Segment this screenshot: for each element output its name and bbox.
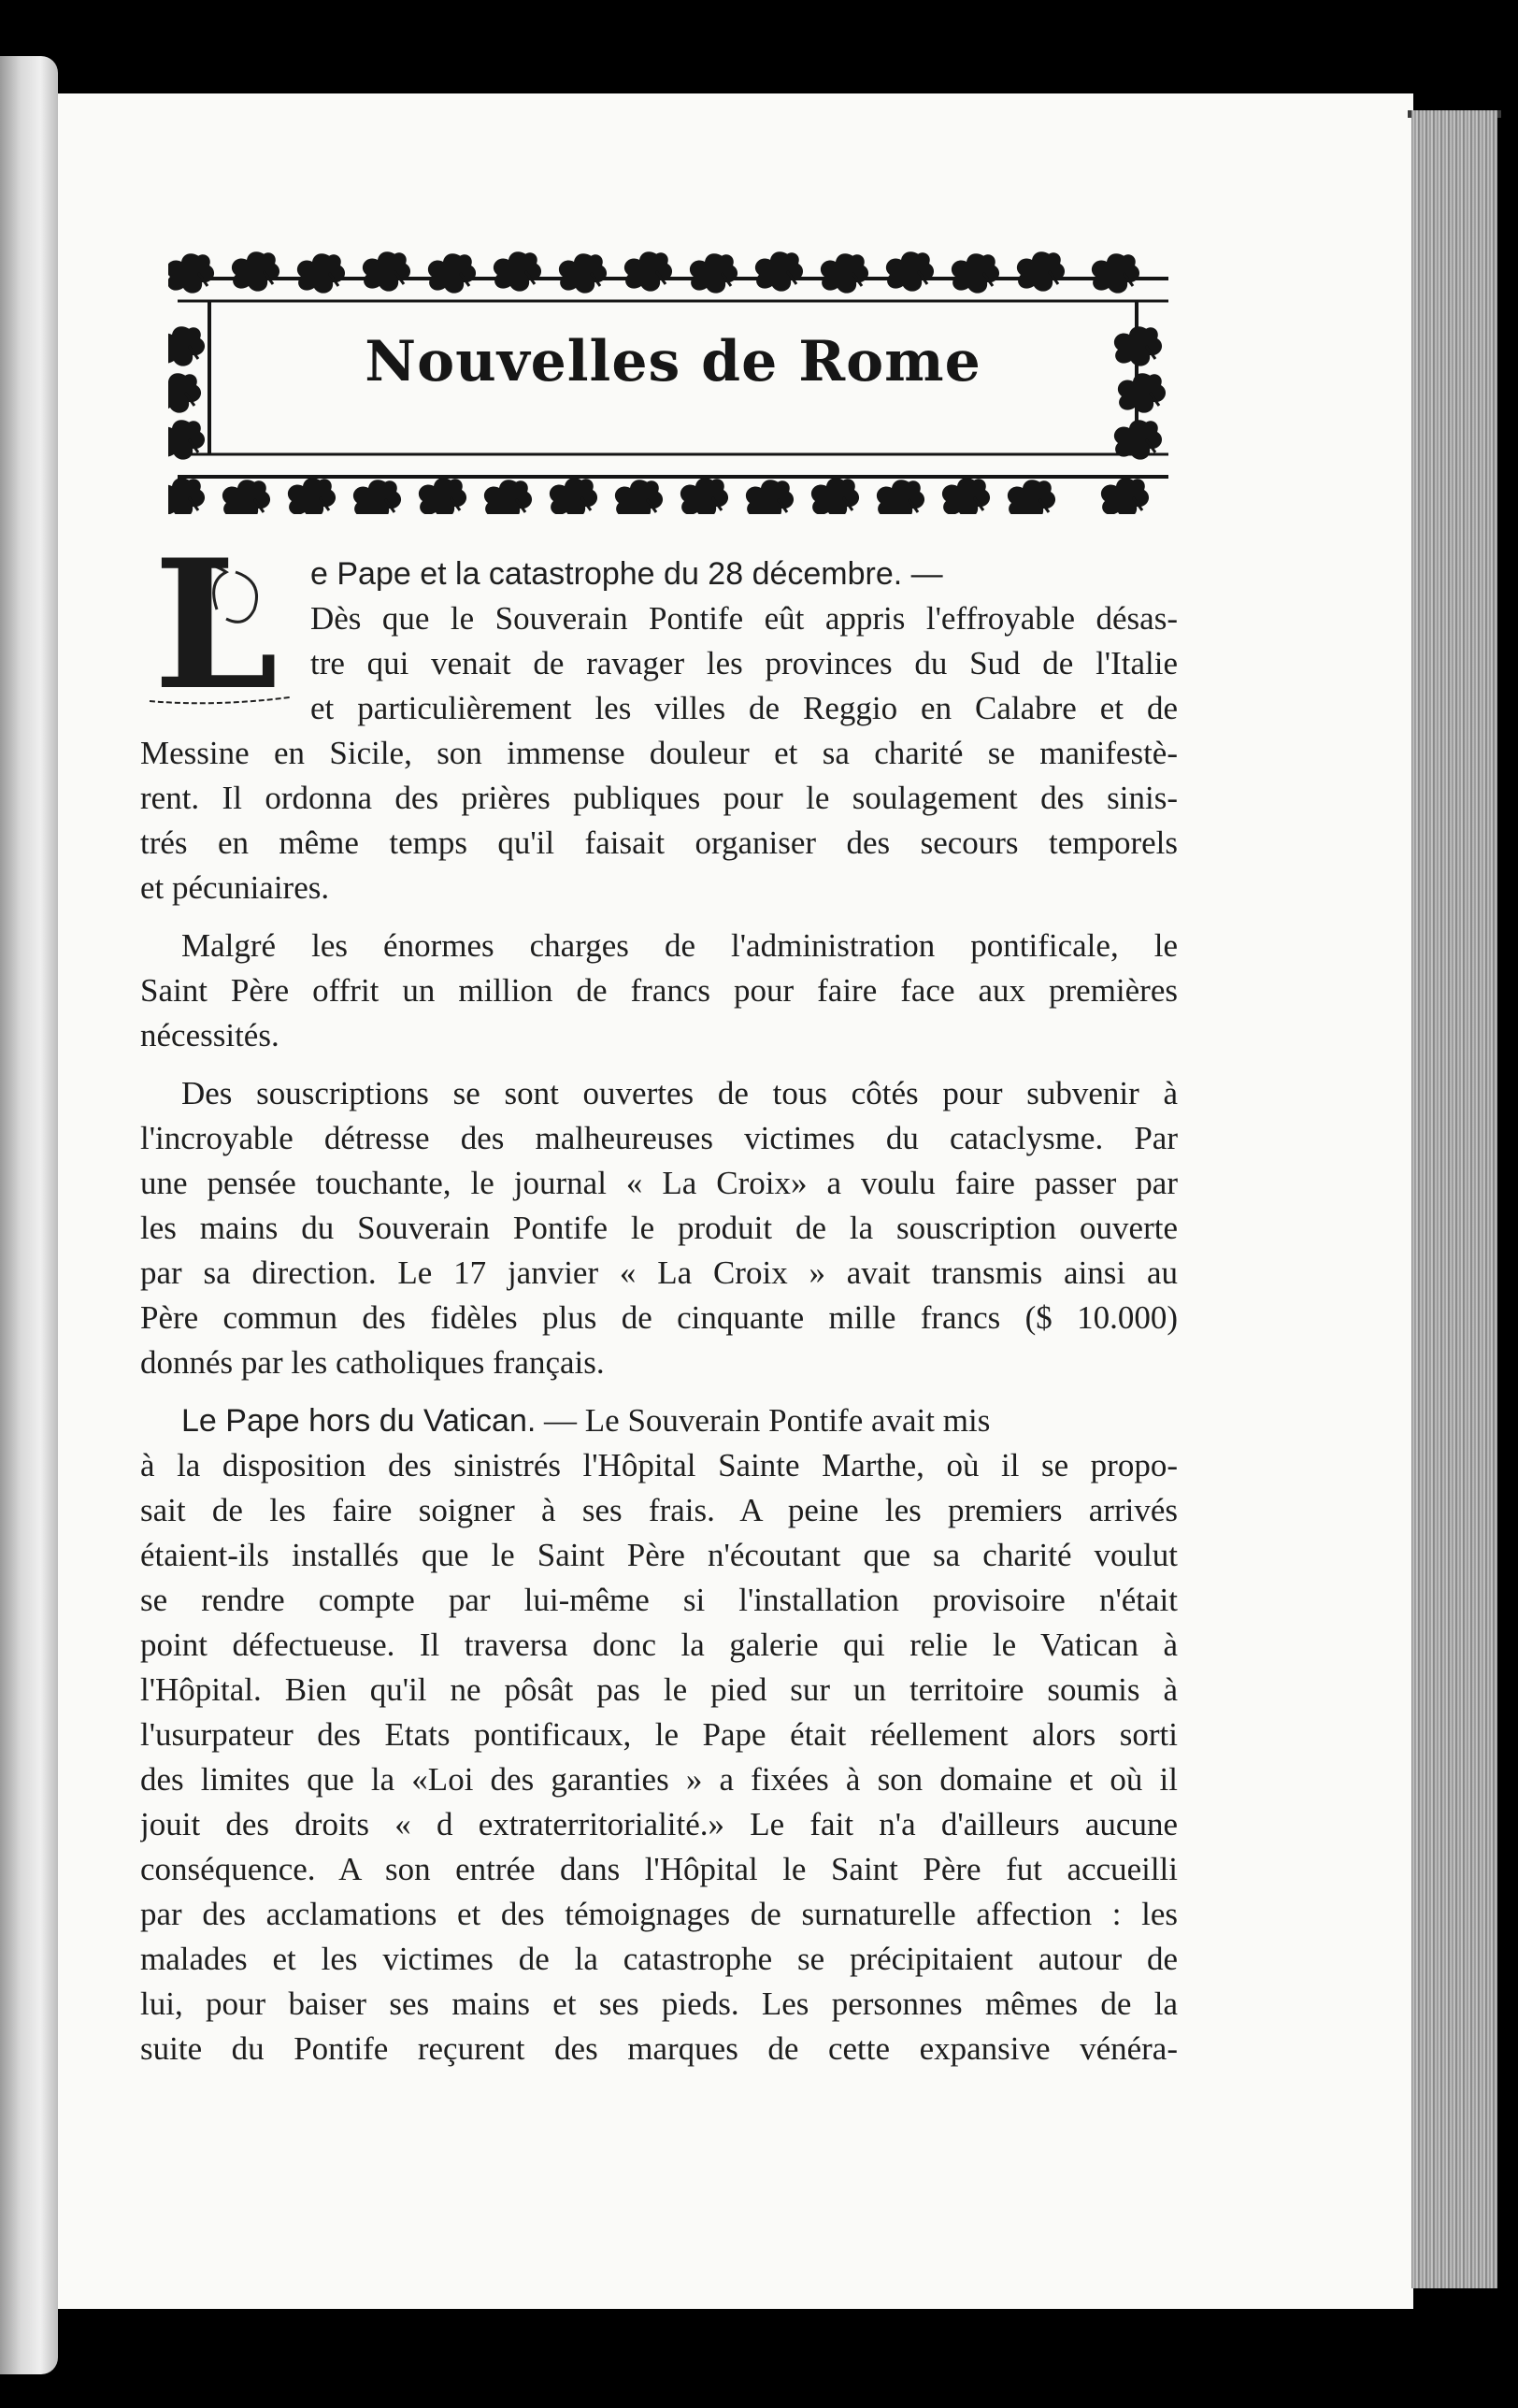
text-line: trés en même temps qu'il faisait organiser des secours temporels bbox=[140, 824, 1178, 861]
text-line: Des souscriptions se sont ouvertes de tous côtés pour subvenir à bbox=[181, 1075, 1178, 1111]
text-line: jouit des droits « d extraterritorialité.» Le fait n'a d'ailleurs aucune bbox=[140, 1806, 1178, 1842]
text-line: nécessités. bbox=[140, 1017, 279, 1054]
text-line: l'usurpateur des Etats pontificaux, le Pape était réellement alors sorti bbox=[140, 1716, 1178, 1753]
text-line: l'Hôpital. Bien qu'il ne pôsât pas le pied sur un territoire soumis à bbox=[140, 1671, 1178, 1708]
text-line: les mains du Souverain Pontife le produit de la souscription ouverte bbox=[140, 1210, 1178, 1246]
text-line: tre qui venait de ravager les provinces du Sud de l'Italie bbox=[310, 645, 1178, 681]
text-line: par sa direction. Le 17 janvier « La Croix » avait transmis ainsi au bbox=[140, 1254, 1178, 1291]
text-line: lui, pour baiser ses mains et ses pieds. Les personnes mêmes de la bbox=[140, 1985, 1178, 2022]
text-line: Père commun des fidèles plus de cinquante mille francs ($ 10.000) bbox=[140, 1299, 1178, 1336]
text-line: l'incroyable détresse des malheureuses victimes du cataclysme. Par bbox=[140, 1120, 1178, 1156]
text-line: rent. Il ordonna des prières publiques pour le soulagement des sinis- bbox=[140, 780, 1178, 816]
text-line: étaient-ils installés que le Saint Père n'écoutant que sa charité voulut bbox=[140, 1537, 1178, 1573]
text-line: Saint Père offrit un million de francs pour faire face aux premières bbox=[140, 972, 1178, 1009]
text-line: malades et les victimes de la catastrophe se précipitaient autour de bbox=[140, 1941, 1178, 1977]
text-line: Dès que le Souverain Pontife eût appris l'effroyable désas- bbox=[310, 600, 1178, 637]
text-line: se rendre compte par lui-même si l'installation provisoire n'était bbox=[140, 1582, 1178, 1618]
text-line: sait de les faire soigner à ses frais. A peine les premiers arrivés bbox=[140, 1492, 1178, 1528]
text-line: et pécuniaires. bbox=[140, 869, 330, 906]
text-line: point défectueuse. Il traversa donc la galerie qui relie le Vatican à bbox=[140, 1627, 1178, 1663]
section-heading: Le Pape hors du Vatican. bbox=[181, 1403, 537, 1439]
text-line: suite du Pontife reçurent des marques de cette expansive vénéra- bbox=[140, 2030, 1178, 2067]
text-line: — Le Souverain Pontife avait mis bbox=[536, 1402, 991, 1439]
page-title: Nouvelles de Rome bbox=[365, 329, 981, 394]
text-line: par des acclamations et des témoignages de surnaturelle affection : les bbox=[140, 1896, 1178, 1932]
left-page-edge bbox=[0, 56, 58, 2374]
text-line: des limites que la «Loi des garanties » a fixées à son domaine et où il bbox=[140, 1761, 1178, 1798]
article-body bbox=[140, 552, 1178, 2071]
section-heading: e Pape et la catastrophe du 28 décembre. — bbox=[310, 556, 943, 592]
text-line: à la disposition des sinistrés l'Hôpital Sainte Marthe, où il se propo- bbox=[140, 1447, 1178, 1484]
text-line: conséquence. A son entrée dans l'Hôpital le Saint Père fut accueilli bbox=[140, 1851, 1178, 1887]
text-line: une pensée touchante, le journal « La Croix» a voulu faire passer par bbox=[140, 1165, 1178, 1201]
text-line-with-heading bbox=[140, 1398, 1178, 1443]
text-line: Messine en Sicile, son immense douleur et sa charité se manifestè- bbox=[140, 735, 1178, 771]
text-line: donnés par les catholiques français. bbox=[140, 1344, 605, 1381]
text-line: Malgré les énormes charges de l'administration pontificale, le bbox=[181, 927, 1178, 964]
drop-cap-letter: L bbox=[153, 521, 279, 729]
right-page-stack bbox=[1411, 110, 1497, 2288]
title-banner bbox=[168, 243, 1178, 514]
text-line: et particulièrement les villes de Reggio en Calabre et de bbox=[310, 690, 1178, 726]
